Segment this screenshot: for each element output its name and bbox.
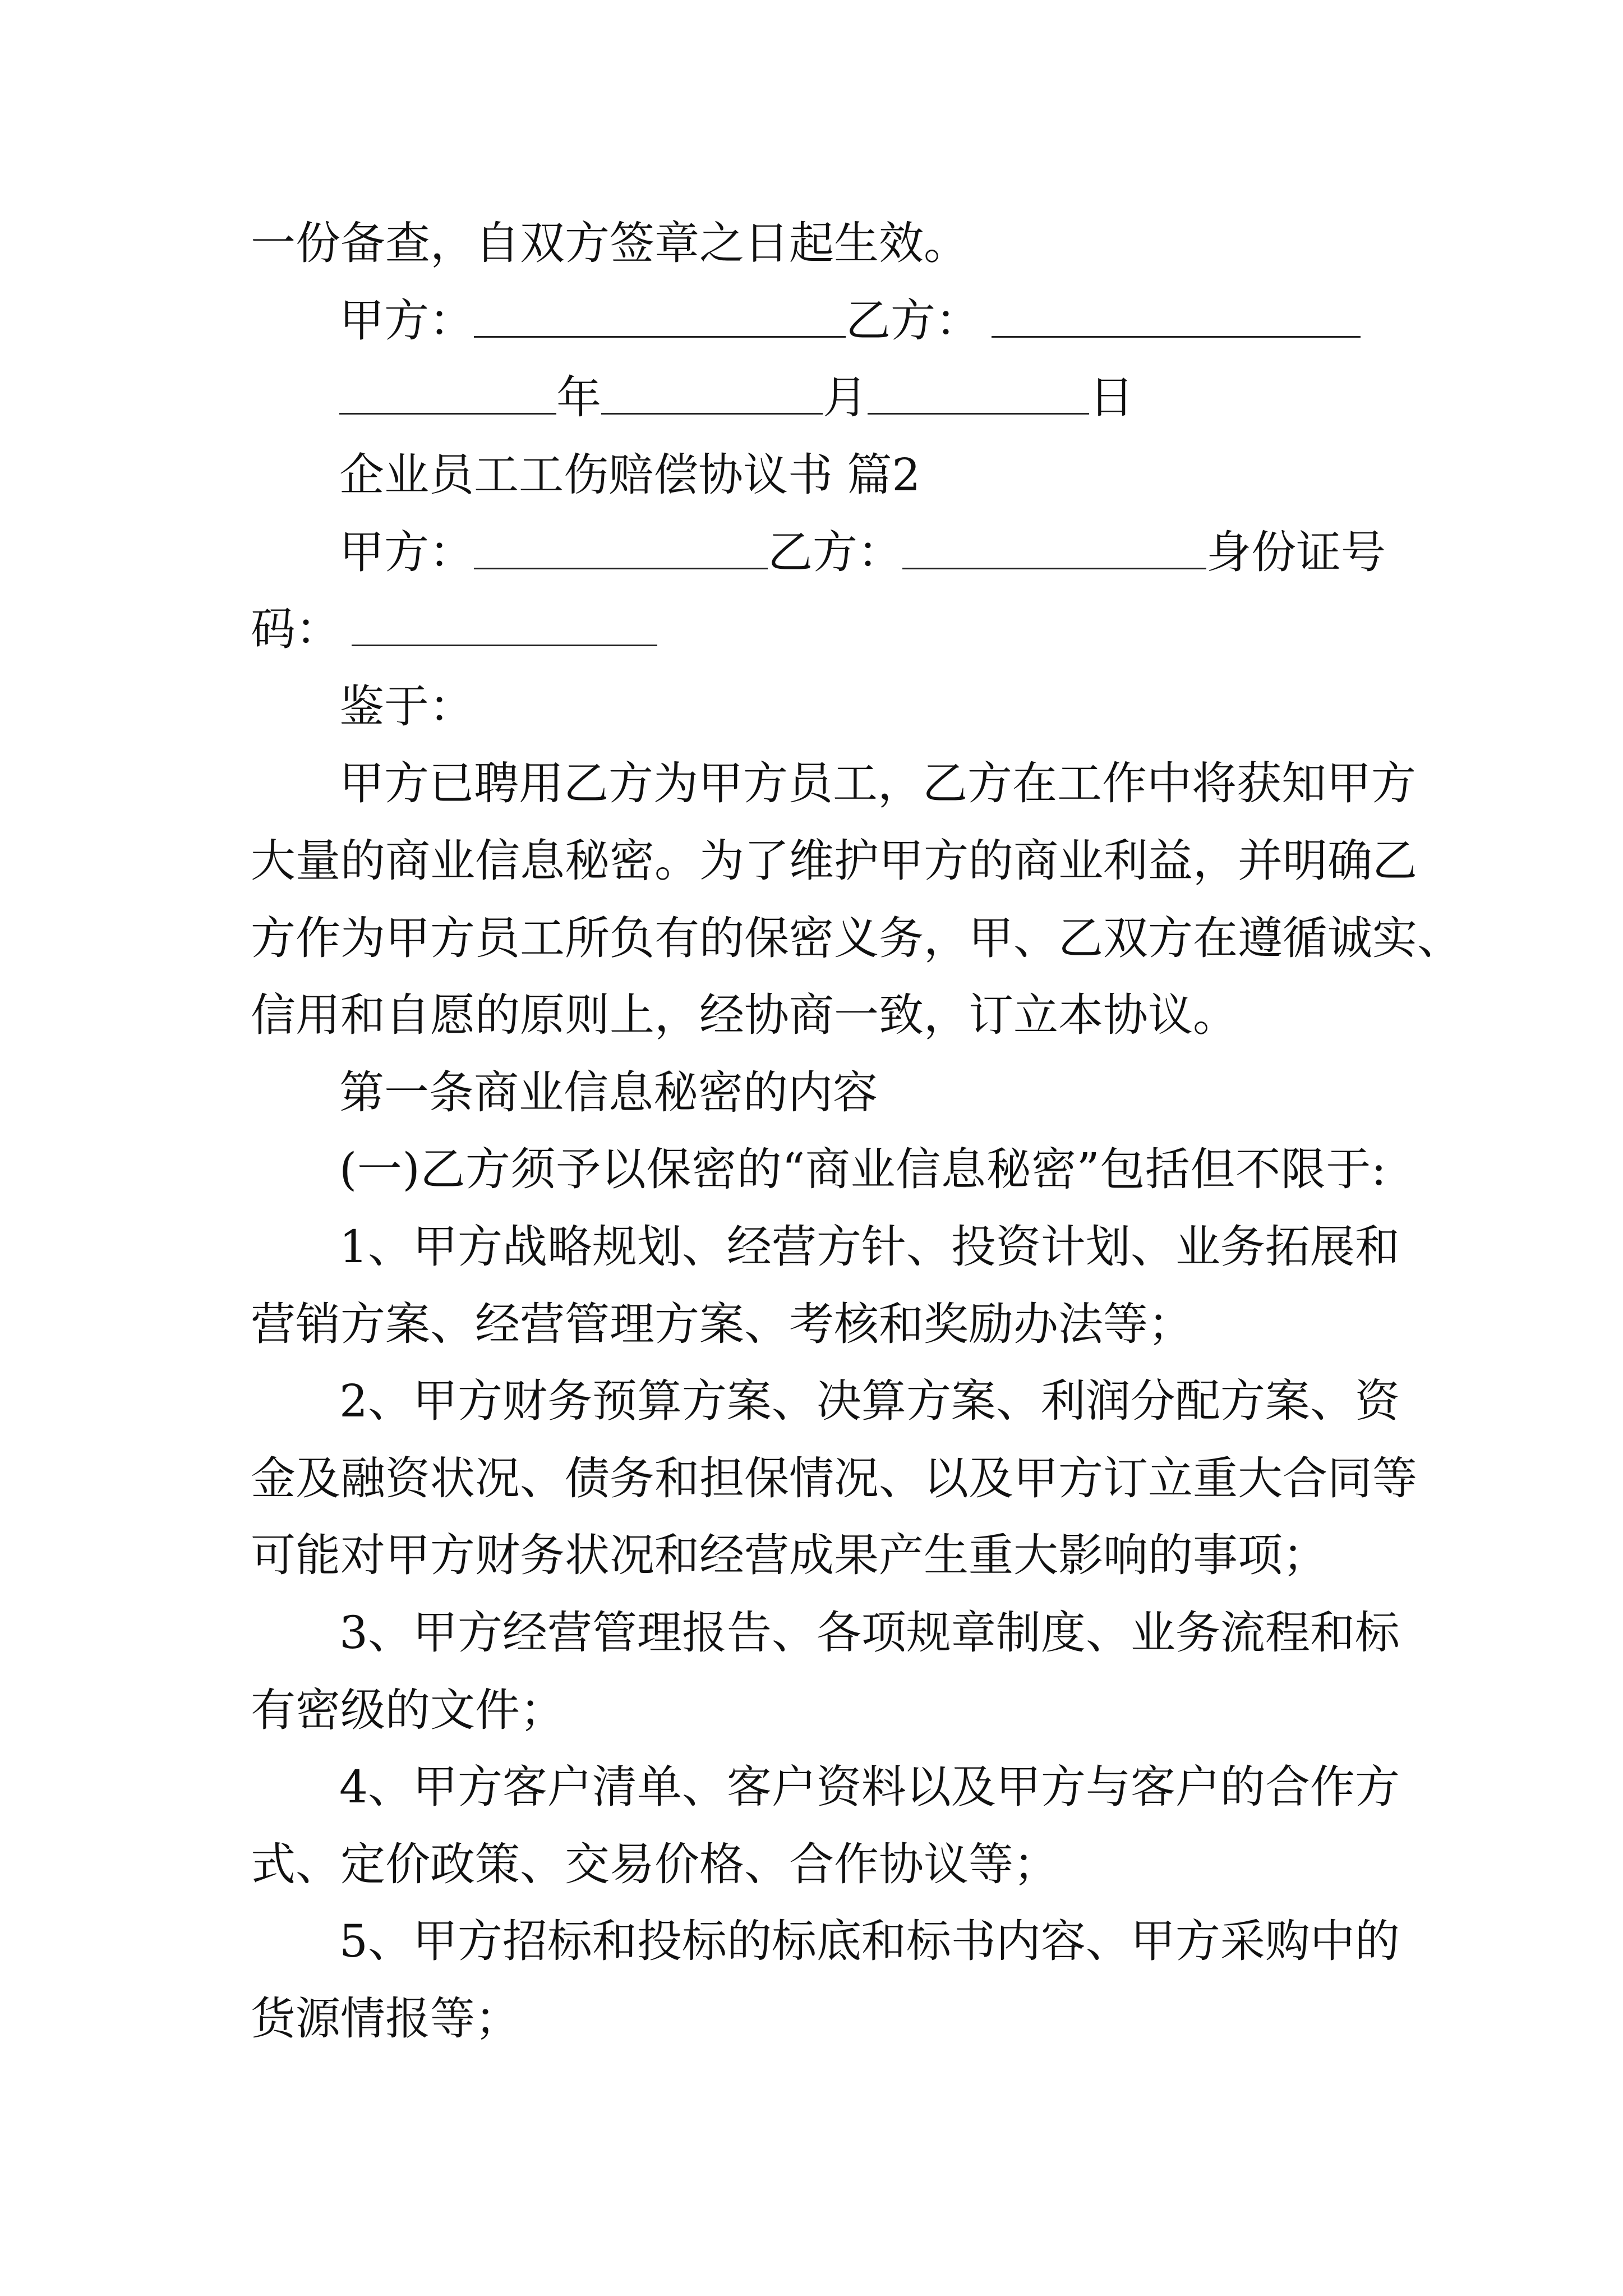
signature-line-2 xyxy=(339,514,1386,591)
text-line: 3、甲方经营管理报告、各项规章制度、业务流程和标 xyxy=(339,1607,1400,1659)
text-line: 2、甲方财务预算方案、决算方案、利润分配方案、资 xyxy=(339,1375,1400,1427)
year-blank[interactable] xyxy=(339,359,556,415)
section-title: 企业员工工伤赔偿协议书 篇2 xyxy=(339,449,921,501)
article-heading: 第一条商业信息秘密的内容 xyxy=(339,1066,878,1119)
party-b-label: 乙方： xyxy=(768,526,902,578)
id-label-cont: 码： xyxy=(251,603,340,655)
party-a-blank[interactable] xyxy=(474,282,846,338)
text-line: 营销方案、经营管理方案、考核和奖励办法等； xyxy=(251,1298,1193,1350)
text-line: 一份备查，自双方签章之日起生效。 xyxy=(251,217,969,269)
date-line xyxy=(339,359,1386,436)
day-blank[interactable] xyxy=(868,359,1089,415)
party-b-label: 乙方： xyxy=(846,295,980,347)
day-label: 日 xyxy=(1089,371,1134,424)
text-line: 1、甲方战略规划、经营方针、投资计划、业务拓展和 xyxy=(339,1221,1400,1273)
year-label: 年 xyxy=(556,371,601,424)
text-line: 甲方已聘用乙方为甲方员工，乙方在工作中将获知甲方 xyxy=(339,757,1416,809)
text-line: 4、甲方客户清单、客户资料以及甲方与客户的合作方 xyxy=(339,1761,1400,1813)
text-line: 方作为甲方员工所负有的保密义务，甲、乙双方在遵循诚实、 xyxy=(251,912,1462,964)
whereas: 鉴于： xyxy=(339,680,474,733)
text-line: 大量的商业信息秘密。为了维护甲方的商业利益，并明确乙 xyxy=(251,835,1417,887)
party-a-label: 甲方： xyxy=(339,526,474,578)
party-a-blank[interactable] xyxy=(474,514,768,569)
signature-line xyxy=(339,282,1386,360)
text-line: 5、甲方招标和投标的标底和标书内容、甲方采购中的 xyxy=(339,1915,1400,1967)
text-line: 金及融资状况、债务和担保情况、以及甲方订立重大合同等 xyxy=(251,1452,1417,1504)
text-line: 货源情报等； xyxy=(251,1993,520,2045)
text-line: 式、定价政策、交易价格、合作协议等； xyxy=(251,1838,1058,1890)
id-blank[interactable] xyxy=(352,591,657,646)
party-b-blank[interactable] xyxy=(992,282,1361,338)
month-blank[interactable] xyxy=(601,359,823,415)
id-line xyxy=(251,591,1386,668)
text-line: (一)乙方须予以保密的“商业信息秘密”包括但不限于: xyxy=(339,1143,1386,1195)
text-line: 信用和自愿的原则上，经协商一致，订立本协议。 xyxy=(251,989,1238,1041)
party-b-blank[interactable] xyxy=(902,514,1206,569)
party-a-label: 甲方： xyxy=(339,295,474,347)
id-label: 身份证号 xyxy=(1206,526,1386,578)
text-line: 有密级的文件； xyxy=(251,1684,565,1736)
month-label: 月 xyxy=(823,371,868,424)
text-line: 可能对甲方财务状况和经营成果产生重大影响的事项； xyxy=(251,1529,1327,1581)
